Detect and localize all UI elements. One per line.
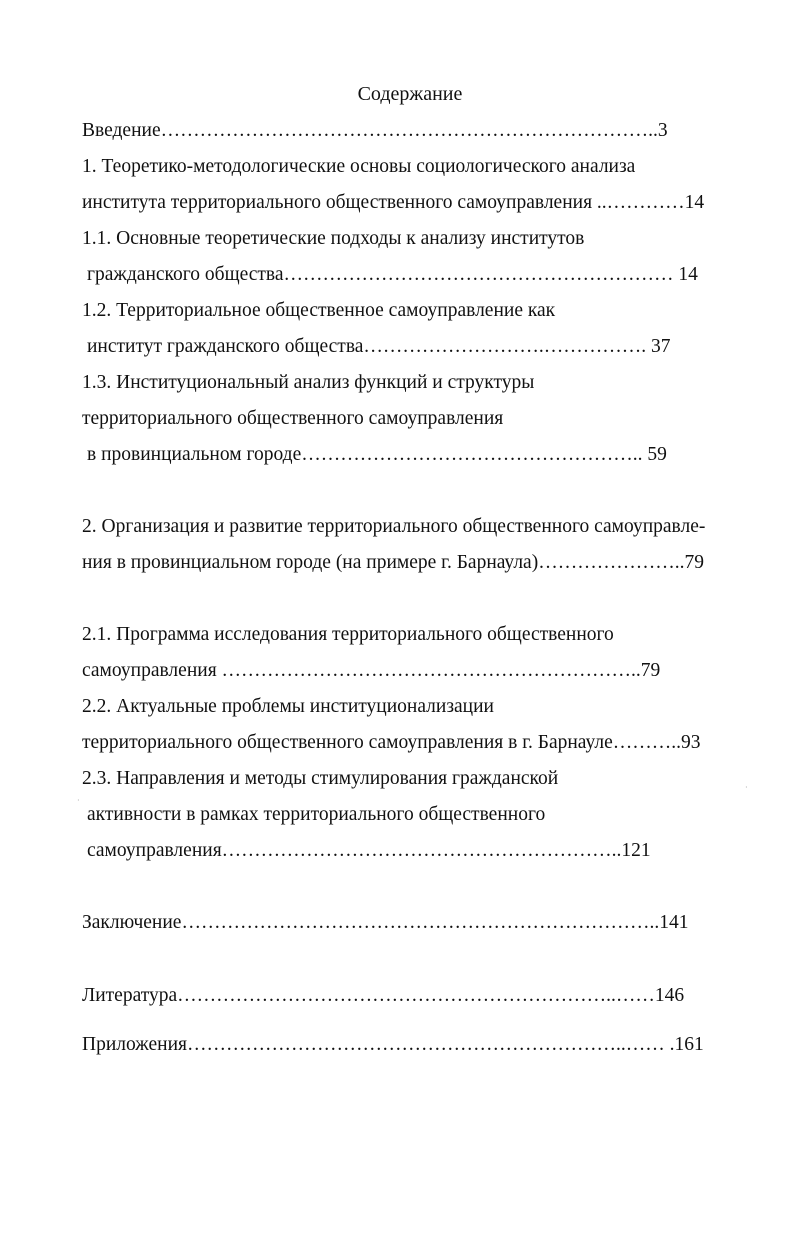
toc-entry-2-1-line2: самоуправления ………………………………………………………..79 [82, 660, 661, 681]
toc-entry-2-3-line2: активности в рамках территориального общественного [87, 804, 546, 825]
toc-entry-2-line1: 2. Организация и развитие территориального общественного самоуправле- [82, 516, 706, 537]
toc-entry-2-2-line2: территориального общественного самоуправления в г. Барнауле………..93 [82, 732, 701, 753]
toc-entry-1-3-line3: в провинциальном городе…………………………………………….. 59 [87, 444, 667, 465]
toc-entry-intro: Введение…………………………………………………………………..3 [82, 120, 668, 141]
toc-entry-1-line1: 1. Теоретико-методологические основы социологического анализа [82, 156, 636, 177]
toc-entry-2-3-line3: самоуправления……………………………………………………..121 [87, 840, 651, 861]
toc-entry-2-2-line1: 2.2. Актуальные проблемы институционализации [82, 696, 494, 717]
toc-entry-1-3-line2: территориального общественного самоуправления [82, 408, 504, 429]
toc-entry-conclusion: Заключение………………………………………………………………..141 [82, 912, 689, 933]
toc-entry-2-1-line1: 2.1. Программа исследования территориального общественного [82, 624, 614, 645]
toc-entry-1-2-line1: 1.2. Территориальное общественное самоуправление как [82, 300, 556, 321]
toc-title: Содержание [357, 83, 463, 105]
toc-entry-2-line2: ния в провинциальном городе (на примере г. Барнаула)…………………..79 [82, 552, 704, 573]
toc-entry-2-3-line1: 2.3. Направления и методы стимулирования гражданской [82, 768, 559, 789]
scan-speck: · [77, 796, 80, 805]
toc-entry-1-3-line1: 1.3. Институциональный анализ функций и структуры [82, 372, 535, 393]
toc-entry-literature: Литература…………………………………………………………..……146 [82, 985, 685, 1006]
toc-entry-1-1-line2: гражданского общества…………………………………………………… 14 [87, 264, 698, 285]
toc-entry-appendices: Приложения…………………………………………………………..…… .161 [82, 1034, 704, 1055]
toc-entry-1-2-line2: институт гражданского общества……………………….……………. 37 [87, 336, 671, 357]
scan-speck: · [745, 783, 748, 792]
toc-entry-1-line2: института территориального общественного самоуправления ..…………14 [82, 192, 705, 213]
toc-entry-1-1-line1: 1.1. Основные теоретические подходы к анализу институтов [82, 228, 585, 249]
